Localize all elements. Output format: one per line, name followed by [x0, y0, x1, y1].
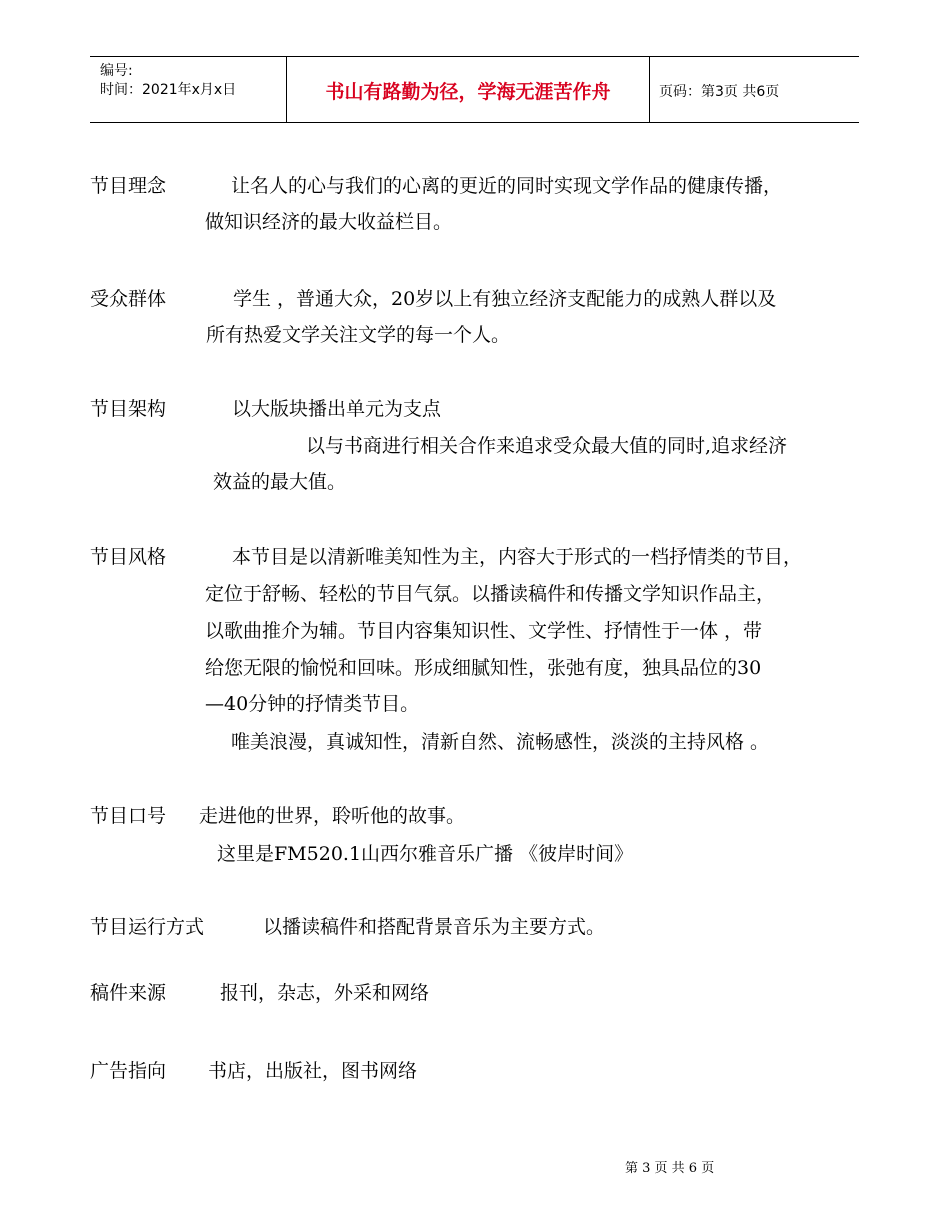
header-time-label: 时间：2021年x月x日: [100, 82, 237, 98]
header-bottom-rule: [90, 122, 859, 123]
section-label-concept: 节目理念: [90, 175, 167, 197]
section-slogan-line: 这里是FM520.1山西尔雅音乐广播 《彼岸时间》: [217, 843, 634, 865]
section-operation-line: 以播读稿件和搭配背景音乐为主要方式。: [263, 916, 606, 938]
header-motto: 书山有路勤为径，学海无涯苦作舟: [325, 81, 611, 103]
section-label-style: 节目风格: [90, 546, 167, 568]
header-divider-right: [649, 57, 650, 122]
footer-page-number: 第 3 页 共 6 页: [625, 1161, 715, 1176]
section-concept-line: 让名人的心与我们的心离的更近的同时实现文学作品的健康传播，: [231, 175, 783, 197]
section-label-structure: 节目架构: [90, 398, 167, 420]
section-ads-line: 书店，出版社，图书网络: [208, 1060, 418, 1082]
section-label-audience: 受众群体: [90, 288, 167, 310]
header-top-rule: [90, 56, 859, 57]
header-page-label: 页码：第3页 共6页: [659, 84, 780, 100]
section-source-line: 报刊，杂志，外采和网络: [220, 982, 430, 1004]
header-number-label: 编号:: [100, 63, 133, 79]
section-structure-line: 以与书商进行相关合作来追求受众最大值的同时,追求经济: [306, 435, 788, 457]
section-style-line: 给您无限的愉悦和回味。形成细腻知性，张弛有度，独具品位的30: [205, 657, 762, 679]
section-structure-line: 效益的最大值。: [213, 471, 347, 493]
section-concept-line: 做知识经济的最大收益栏目。: [205, 211, 453, 233]
section-style-line: 本节目是以清新唯美知性为主，内容大于形式的一档抒情类的节目，: [232, 546, 803, 568]
section-label-operation: 节目运行方式: [90, 916, 205, 938]
section-style-line: 以歌曲推介为辅。节目内容集知识性、文学性、抒情性于一体 ，带: [205, 620, 763, 642]
section-structure-line: 以大版块播出单元为支点: [232, 398, 442, 420]
section-style-line: 定位于舒畅、轻松的节目气氛。以播读稿件和传播文学知识作品主，: [205, 583, 776, 605]
section-audience-line: 所有热爱文学关注文学的每一个人。: [206, 324, 511, 346]
section-label-ads: 广告指向: [90, 1060, 167, 1082]
section-style-line: 唯美浪漫，真诚知性，清新自然、流畅感性，淡淡的主持风格 。: [231, 731, 770, 753]
section-style-line: —40分钟的抒情类节目。: [205, 693, 420, 715]
section-slogan-line: 走进他的世界，聆听他的故事。: [199, 805, 466, 827]
section-label-source: 稿件来源: [90, 982, 167, 1004]
section-label-slogan: 节目口号: [90, 805, 167, 827]
section-audience-line: 学生 ，普通大众，20岁以上有独立经济支配能力的成熟人群以及: [233, 288, 777, 310]
